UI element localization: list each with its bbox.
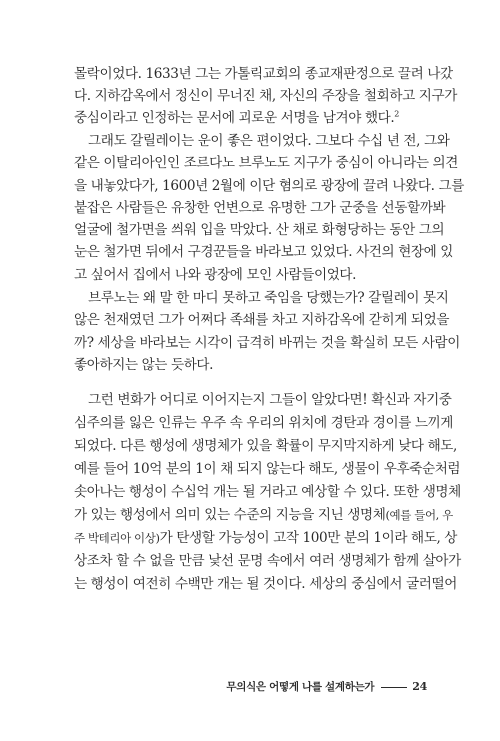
text-line: 얼굴에 철가면을 씌워 입을 막았다. 산 채로 화형당하는 동안 그의 — [74, 222, 445, 238]
text-line-content: 가 있는 행성에서 의미 있는 수준의 지능을 지닌 생명체 — [74, 507, 386, 523]
footnote-marker: 2 — [394, 109, 399, 119]
paragraph-start-line: 브루노는 왜 말 한 마디 못하고 죽임을 당했는가? 갈릴레이 못지 — [88, 290, 449, 306]
text-line-content: 가 탄생할 가능성이 고작 100만 분의 1이라 해도, 상 — [159, 530, 458, 546]
parenthetical-aside: 주 박테리아 이상) — [74, 531, 160, 545]
paragraph-start-line: 그런 변화가 어디로 이어지는지 그들이 알았다면! 확신과 자기중 — [88, 392, 452, 408]
text-line: 좋아하지는 않는 듯하다. — [74, 357, 214, 373]
text-line — [74, 530, 458, 547]
text-line-content: 중심이라고 인정하는 문서에 괴로운 서명을 남겨야 했다. — [74, 110, 395, 126]
text-line: 되었다. 다른 행성에 생명체가 있을 확률이 무지막지하게 낮다 해도, — [74, 438, 457, 454]
text-line: 상조차 할 수 없을 만큼 낯선 문명 속에서 여러 생명체가 함께 살아가 — [74, 553, 461, 569]
text-line: 고 싶어서 집에서 나와 광장에 모인 사람들이었다. — [74, 267, 357, 283]
text-line: 눈은 철가면 뒤에서 구경꾼들을 바라보고 있었다. 사건의 현장에 있 — [74, 244, 454, 260]
page-footer — [0, 679, 427, 694]
text-line: 않은 천재였던 그가 어쩌다 족쇄를 차고 지하감옥에 갇히게 되었을 — [74, 312, 450, 328]
page-number: 24 — [412, 680, 427, 693]
text-line: 같은 이탈리아인인 조르다노 브루노도 지구가 중심이 아니라는 의견 — [74, 155, 458, 171]
running-title: 무의식은 어떻게 나를 설계하는가 — [226, 681, 375, 693]
text-line: 을 내놓았다가, 1600년 2월에 이단 혐의로 광장에 끌려 나왔다. 그를 — [74, 178, 464, 194]
text-line: 심주의를 잃은 인류는 우주 속 우리의 위치에 경탄과 경이를 느끼게 — [74, 415, 454, 431]
text-line: 까? 세상을 바라보는 시각이 급격히 바뀌는 것을 확실히 모든 사람이 — [74, 335, 460, 351]
text-line: 붙잡은 사람들은 유창한 언변으로 유명한 그가 군중을 선동할까봐 — [74, 200, 446, 216]
parenthetical-aside: (예를 들어, 우 — [385, 508, 453, 522]
text-line: 는 행성이 여전히 수백만 개는 될 것이다. 세상의 중심에서 굴러떨어 — [74, 576, 457, 592]
paragraph-start-line: 그래도 갈릴레이는 운이 좋은 편이었다. 그보다 수십 년 전, 그와 — [88, 133, 450, 149]
text-line: 예를 들어 10억 분의 1이 채 되지 않는다 해도, 생물이 우후죽순처럼 — [74, 461, 461, 477]
text-line: 솟아나는 행성이 수십억 개는 될 거라고 예상할 수 있다. 또한 생명체 — [74, 484, 461, 500]
text-line: 몰락이었다. 1633년 그는 가톨릭교회의 종교재판정으로 끌려 나갔 — [74, 66, 453, 82]
text-line — [74, 507, 453, 524]
text-line: 다. 지하감옥에서 정신이 무너진 채, 자신의 주장을 철회하고 지구가 — [74, 88, 457, 104]
footer-dash — [381, 687, 407, 688]
text-line — [74, 110, 430, 127]
